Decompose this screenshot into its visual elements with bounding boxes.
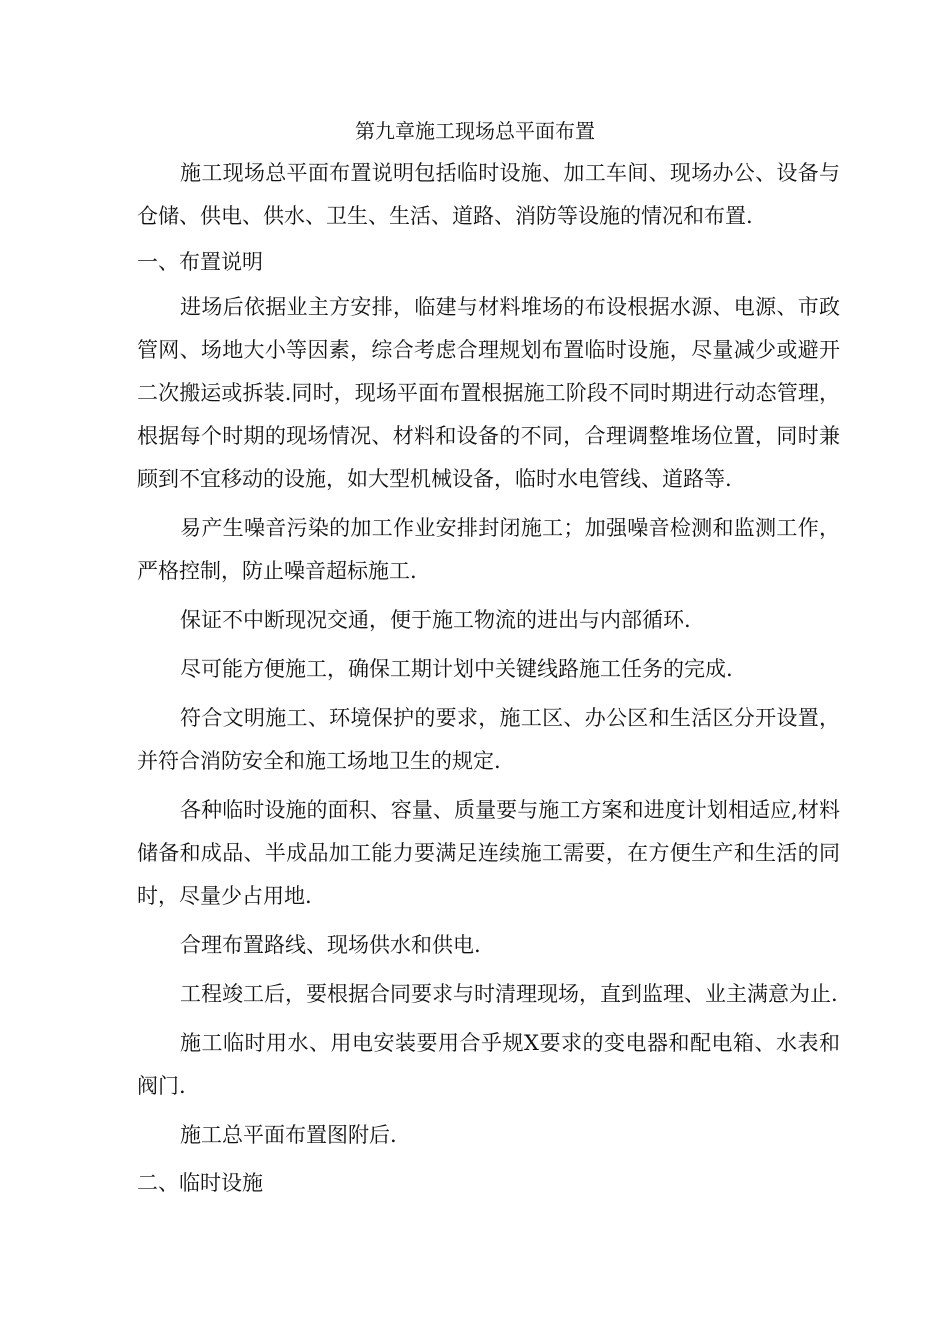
section-heading-temporary-facilities: 二、临时设施 [137,1171,263,1195]
chapter-title: 第九章施工现场总平面布置 [355,119,595,143]
body-paragraph: 工程竣工后，要根据合同要求与时清理现场，直到监理、业主满意为止. [180,982,838,1006]
body-paragraph: 施工临时用水、用电安装要用合乎规X要求的变电器和配电箱、水表和阀门. [137,1031,840,1098]
intro-paragraph: 施工现场总平面布置说明包括临时设施、加工车间、现场办公、设备与仓储、供电、供水、卫生、生活、道路、消防等设施的情况和布置. [137,161,840,228]
body-paragraph: 进场后依据业主方安排，临建与材料堆场的布设根据水源、电源、市政管网、场地大小等因素，综合考虑合理规划布置临时设施，尽量减少或避开二次搬运或拆装.同时，现场平面布置根据施工阶段不同时期进行动态管理，根据每个时期的现场情况、材料和设备的不同，合理调整堆场位置，同时兼顾到不宜移动的设施，如大型机械设备，临时水电管线、道路等. [137,295,840,491]
body-paragraph: 保证不中断现况交通，便于施工物流的进出与内部循环. [180,608,691,632]
section-heading-layout: 一、布置说明 [137,250,263,274]
body-paragraph: 各种临时设施的面积、容量、质量要与施工方案和进度计划相适应,材料储备和成品、半成品加工能力要满足连续施工需要，在方便生产和生活的同时，尽量少占用地. [137,798,840,908]
body-paragraph: 符合文明施工、环境保护的要求，施工区、办公区和生活区分开设置，并符合消防安全和施工场地卫生的规定. [137,706,840,773]
body-paragraph: 施工总平面布置图附后. [180,1123,397,1147]
body-paragraph: 合理布置路线、现场供水和供电. [180,933,481,957]
document-body [137,152,840,1207]
body-paragraph: 易产生噪音污染的加工作业安排封闭施工；加强噪音检测和监测工作，严格控制，防止噪音超标施工. [137,516,840,583]
body-paragraph: 尽可能方便施工，确保工期计划中关键线路施工任务的完成. [180,657,733,681]
